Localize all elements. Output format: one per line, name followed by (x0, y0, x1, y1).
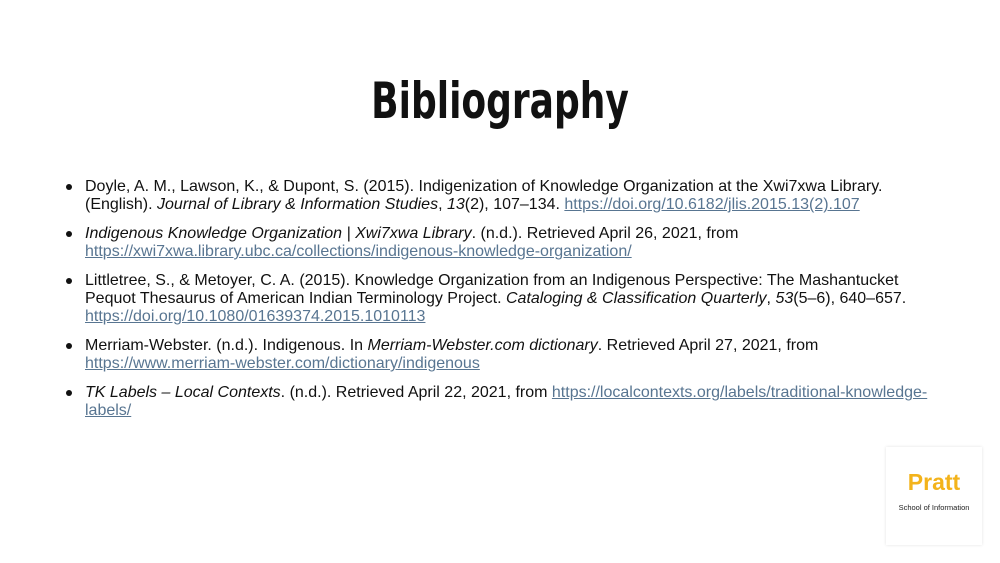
citation-italic-text: Journal of Library & Information Studies (157, 196, 439, 213)
citation-text: . Retrieved April 27, 2021, from (597, 337, 819, 354)
bullet-icon (66, 184, 72, 190)
citation-text: . (n.d.). Retrieved April 26, 2021, from (471, 225, 739, 242)
citation-italic-text: Indigenous Knowledge Organization | Xwi7xwa Library (85, 225, 472, 242)
bibliography-entry (66, 337, 946, 373)
bibliography-entry (66, 384, 946, 420)
citation-text: . (n.d.). Retrieved April 22, 2021, from (280, 384, 552, 401)
pratt-logo (886, 447, 982, 545)
citation-link[interactable]: https://xwi7xwa.library.ubc.ca/collections/indigenous-knowledge-organization/ (85, 243, 632, 260)
citation-link[interactable]: https://doi.org/10.1080/01639374.2015.1010113 (85, 308, 426, 325)
citation-text: Littletree, S., & Metoyer, C. A. (2015). Knowledge Organization from an Indigenous Perspective: The Mashantucket Pequot Thesaurus of American Indian Terminology Project. (85, 272, 899, 307)
logo-wordmark: Pratt (907, 469, 961, 495)
citation-text: Merriam-Webster. (n.d.). Indigenous. In (85, 337, 368, 354)
citation-link[interactable]: https://doi.org/10.6182/jlis.2015.13(2).107 (564, 196, 860, 213)
bullet-icon (66, 343, 72, 349)
bullet-icon (66, 390, 72, 396)
bibliography-list (66, 178, 946, 431)
citation-link[interactable]: https://localcontexts.org/labels/traditional-knowledge-labels/ (85, 384, 928, 419)
citation-italic-text: 53 (775, 290, 794, 307)
citation-text: (2), 107–134. (464, 196, 565, 213)
citation-italic-text: TK Labels – Local Contexts (85, 384, 281, 401)
bullet-icon (66, 278, 72, 284)
bibliography-entry (66, 178, 946, 214)
citation-text: , (766, 290, 776, 307)
bibliography-entry (66, 272, 946, 326)
citation-text: (5–6), 640–657. (793, 290, 907, 307)
citation-italic-text: 13 (446, 196, 465, 213)
citation-text: , (438, 196, 447, 213)
bullet-icon (66, 231, 72, 237)
logo-subtitle: School of Information (898, 503, 970, 512)
bibliography-entry (66, 225, 946, 261)
citation-link[interactable]: https://www.merriam-webster.com/dictionary/indigenous (85, 355, 480, 372)
citation-italic-text: Cataloging & Classification Quarterly (505, 290, 767, 307)
citation-italic-text: Merriam-Webster.com dictionary (367, 337, 598, 354)
citation-text: Doyle, A. M., Lawson, K., & Dupont, S. (2015). Indigenization of Knowledge Organization at the Xwi7xwa Library. (English). (85, 178, 883, 213)
slide-title: Bibliography (371, 72, 629, 130)
